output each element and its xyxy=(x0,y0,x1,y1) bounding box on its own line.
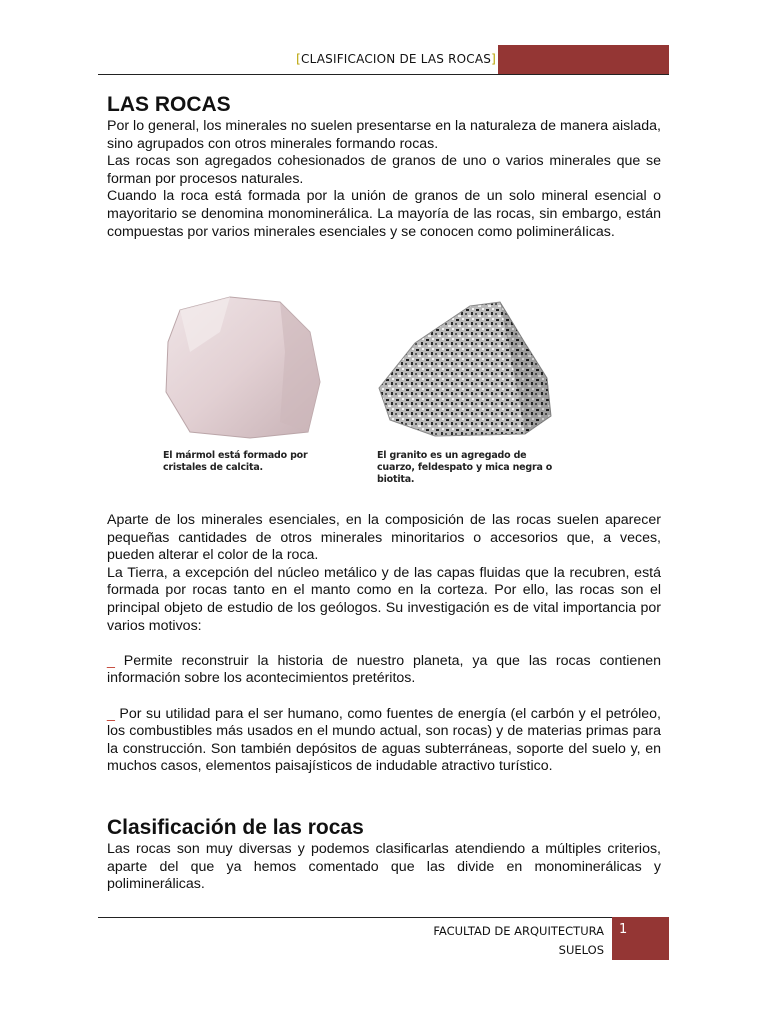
header-bracket-open: [ xyxy=(296,52,301,66)
page-number-box xyxy=(612,917,669,960)
section-las-rocas xyxy=(107,92,661,241)
running-footer xyxy=(404,922,604,960)
marble-image xyxy=(160,292,330,442)
header-accent-bar xyxy=(498,45,669,75)
bullet-text: Por su utilidad para el ser humano, como fuentes de energía (el carbón y el petróleo, los combustibles más usados en el mundo actual, son rocas) y de materias primas para la construcción. Son también depósitos de aguas subterráneas, soporte del suelo y, en muchos casos, elementos paisajísticos de indudable atractivo turístico. xyxy=(107,705,661,775)
paragraph: La Tierra, a excepción del núcleo metálico y de las capas fluidas que la recubren, está formada por rocas tanto en el manto como en la corteza. Por ello, las rocas son el principal objeto de estudio de los geólogos. Su investigación es de vital importancia por varios motivos: xyxy=(107,564,661,634)
section-heading: Clasificación de las rocas xyxy=(107,816,364,839)
header-divider xyxy=(98,74,669,75)
granite-caption: El granito es un agregado de cuarzo, feldespato y mica negra o biotita. xyxy=(377,450,553,485)
section-composicion xyxy=(107,512,661,776)
bullet-item xyxy=(107,706,661,776)
paragraph: Cuando la roca está formada por la unión de granos de un solo mineral esencial o mayoritario se denomina monomineráIica. La mayoría de las rocas, sin embargo, están compuestas por varios minerales esenciales y se conocen como polimineráIicas. xyxy=(107,188,661,240)
footer-faculty: FACULTAD DE ARQUITECTURA xyxy=(433,924,604,938)
paragraph: Las rocas son agregados cohesionados de granos de uno o varios minerales que se forman por procesos naturales. xyxy=(107,153,661,187)
bullet-marker: _ xyxy=(107,652,115,669)
paragraph: Por lo general, los minerales no suelen presentarse en la naturaleza de manera aislada, sino agrupados con otros minerales formando rocas. xyxy=(107,118,661,152)
section-clasificacion xyxy=(107,815,661,894)
spacer xyxy=(107,688,661,706)
page-title: LAS ROCAS xyxy=(107,93,231,116)
page-number: 1 xyxy=(619,922,628,937)
spacer xyxy=(107,635,661,653)
footer-subject: SUELOS xyxy=(558,943,604,957)
footer-divider xyxy=(98,917,669,918)
marble-caption: El mármol está formado por cristales de calcita. xyxy=(163,450,308,473)
paragraph: Aparte de los minerales esenciales, en la composición de las rocas suelen aparecer pequeñas cantidades de otros minerales minoritarios o accesorios que, a veces, pueden alterar el color de la roca. xyxy=(107,512,661,564)
bullet-item xyxy=(107,653,661,688)
bullet-text: Permite reconstruir la historia de nuestro planeta, ya que las rocas contienen información sobre los acontecimientos pretéritos. xyxy=(107,652,661,687)
running-header xyxy=(98,52,496,66)
paragraph: Las rocas son muy diversas y podemos clasificarlas atendiendo a múltiples criterios, aparte del que ya hemos comentado que las divide en monominerálicas y poliminerálicas. xyxy=(107,841,661,893)
header-title: CLASIFICACION DE LAS ROCAS xyxy=(301,52,492,66)
granite-image xyxy=(375,298,555,440)
header-bracket-close: ] xyxy=(491,52,496,66)
bullet-marker: _ xyxy=(107,705,115,722)
